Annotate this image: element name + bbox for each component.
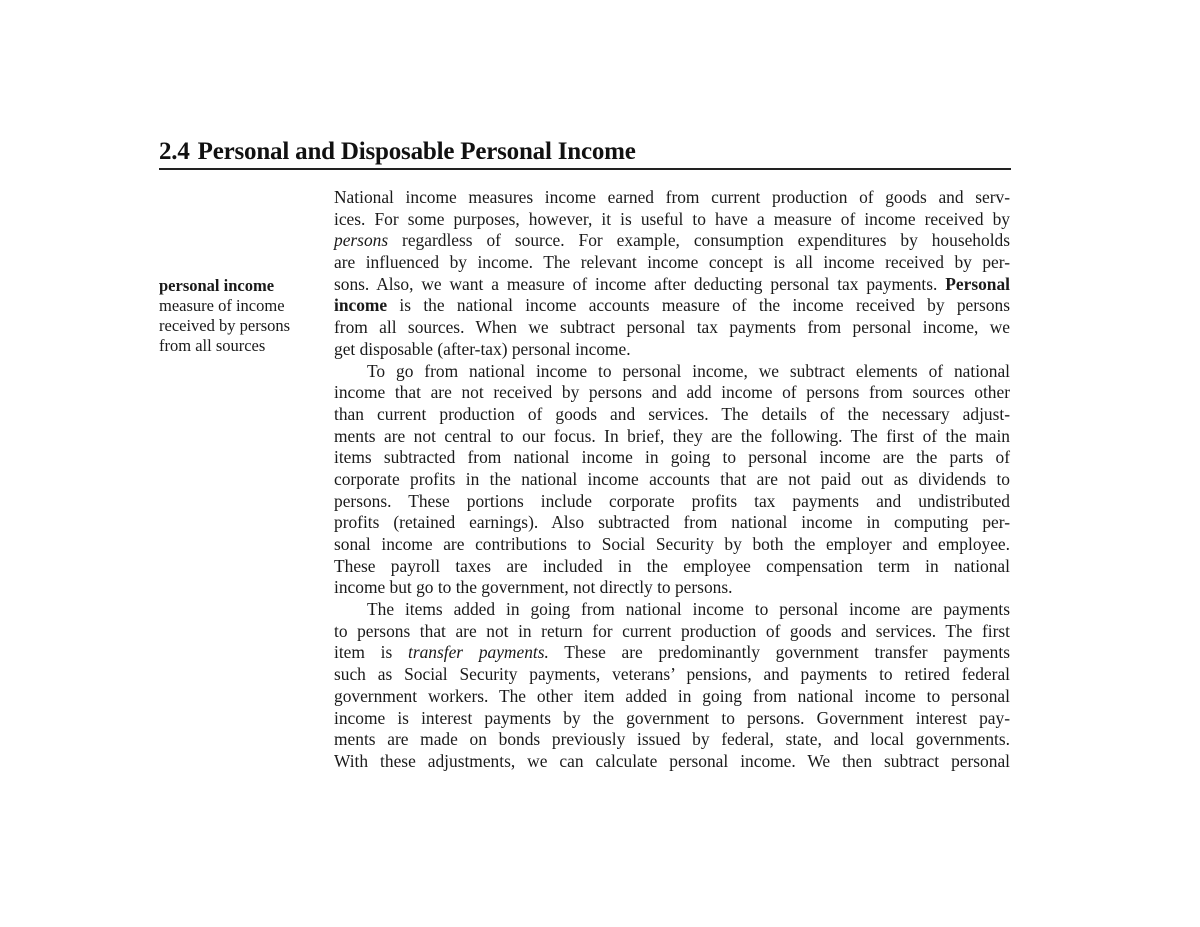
text-run: ments are made on bonds previously issued by federal, state, and local governments.: [334, 729, 1010, 750]
paragraph: [334, 599, 1010, 773]
text-run: These are predominantly government transfer payments: [548, 642, 1010, 663]
text-run: such as Social Security payments, veterans’ pensions, and payments to retired federal: [334, 664, 1010, 685]
text-line: [334, 577, 1010, 599]
margin-term: personal income: [159, 276, 275, 295]
section-title: Personal and Disposable Personal Income: [197, 138, 636, 165]
text-run: With these adjustments, we can calculate personal income. We then subtract personal: [334, 750, 1010, 771]
text-line: [334, 230, 1010, 252]
text-line: [334, 274, 1010, 296]
emphasis-text: transfer payments.: [408, 642, 549, 663]
key-term: Personal: [945, 273, 1010, 294]
text-line: [334, 426, 1010, 448]
text-run: items subtracted from national income in going to personal income are the parts of: [334, 447, 1010, 468]
text-line: [334, 187, 1010, 209]
margin-definition: [159, 276, 319, 356]
text-run: regardless of source. For example, consumption expenditures by households: [388, 230, 1010, 251]
text-line: [334, 447, 1010, 469]
text-run: The items added in going from national income to personal income are payments: [367, 599, 1010, 620]
key-term: income: [334, 295, 388, 316]
text-run: get disposable (after-tax) personal income.: [334, 338, 631, 359]
body-text: [334, 187, 1010, 773]
paragraph: [334, 361, 1010, 600]
text-run: To go from national income to personal income, we subtract elements of national: [367, 360, 1010, 381]
margin-definition-line: from all sources: [159, 336, 266, 355]
text-run: ices. For some purposes, however, it is useful to have a measure of income received by: [334, 208, 1010, 229]
text-line: [334, 642, 1010, 664]
text-line: [334, 404, 1010, 426]
text-line: [334, 664, 1010, 686]
text-line: [334, 317, 1010, 339]
text-run: government workers. The other item added in going from national income to personal: [334, 685, 1010, 706]
text-line: [334, 708, 1010, 730]
text-run: income that are not received by persons and add income of persons from sources other: [334, 382, 1010, 403]
text-run: sons. Also, we want a measure of income after deducting personal tax payments.: [334, 273, 946, 294]
text-line: [334, 729, 1010, 751]
text-line: [334, 686, 1010, 708]
text-line: [334, 339, 1010, 361]
paragraph: [334, 187, 1010, 361]
text-run: from all sources. When we subtract personal tax payments from personal income, we: [334, 317, 1010, 338]
text-run: National income measures income earned from current production of goods and serv-: [334, 187, 1010, 207]
text-run: ments are not central to our focus. In brief, they are the following. The first of the main: [334, 425, 1010, 446]
text-line: [334, 512, 1010, 534]
text-run: income but go to the government, not directly to persons.: [334, 577, 733, 598]
text-run: persons. These portions include corporate profits tax payments and undistributed: [334, 490, 1010, 511]
text-line: [334, 556, 1010, 578]
margin-definition-line: measure of income: [159, 296, 285, 315]
text-line: [334, 469, 1010, 491]
text-line: [334, 621, 1010, 643]
text-line: [334, 252, 1010, 274]
margin-definition-line: received by persons: [159, 316, 291, 335]
text-run: to persons that are not in return for current production of goods and services. The first: [334, 620, 1010, 641]
text-line: [334, 209, 1010, 231]
text-run: than current production of goods and services. The details of the necessary adjust-: [334, 403, 1010, 424]
text-run: item is: [334, 642, 408, 663]
text-run: profits (retained earnings). Also subtracted from national income in computing per-: [334, 512, 1010, 533]
section-number: 2.4: [159, 138, 190, 165]
section-heading: [159, 137, 1011, 170]
text-line: [334, 295, 1010, 317]
text-line: [334, 751, 1010, 773]
text-line: [334, 382, 1010, 404]
text-run: corporate profits in the national income accounts that are not paid out as dividends to: [334, 468, 1010, 489]
text-line: [334, 491, 1010, 513]
emphasis-text: persons: [334, 230, 389, 251]
text-line: [334, 361, 1010, 383]
text-run: income is interest payments by the government to persons. Government interest pay-: [334, 707, 1010, 728]
text-line: [334, 534, 1010, 556]
text-line: [334, 599, 1010, 621]
text-run: sonal income are contributions to Social Security by both the employer and employee.: [334, 534, 1010, 554]
text-run: These payroll taxes are included in the employee compensation term in national: [334, 555, 1010, 576]
text-run: is the national income accounts measure of the income received by persons: [387, 295, 1010, 316]
text-run: are influenced by income. The relevant income concept is all income received by per-: [334, 252, 1010, 273]
